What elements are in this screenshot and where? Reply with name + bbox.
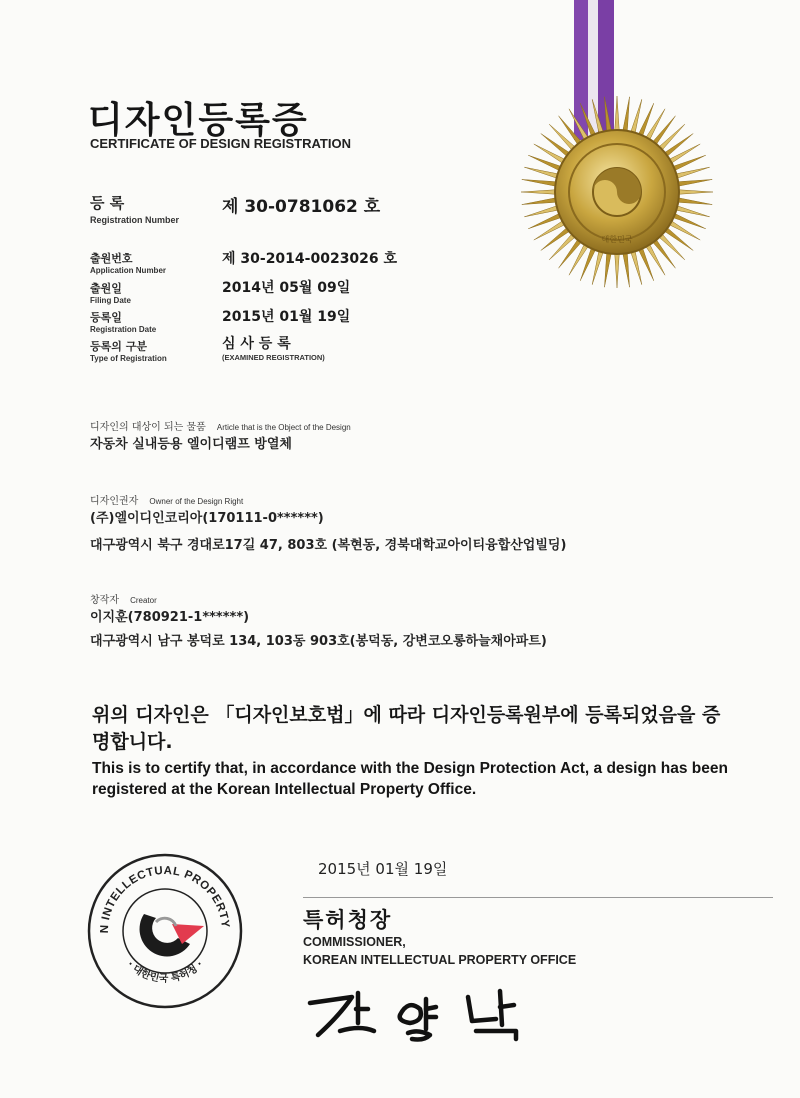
creator-label: 창작자 Creator — [90, 595, 157, 606]
medal-ray — [659, 234, 685, 260]
registration-type-value: 심 사 등 록 (EXAMINED REGISTRATION) — [222, 336, 325, 362]
medal-ray — [559, 116, 581, 144]
medal-ray — [592, 251, 603, 284]
signature-divider — [303, 897, 773, 898]
creator-address: 대구광역시 남구 봉덕로 134, 103동 903호(봉덕동, 강변코오롱하늘채아파트) — [90, 634, 547, 649]
kipo-seal-icon — [86, 852, 244, 1010]
medal-ray — [549, 234, 575, 260]
medal-ray — [623, 253, 630, 287]
medal-ray — [521, 190, 555, 194]
medal-inner-text: 대한민국 — [601, 235, 633, 244]
medal-ray — [659, 124, 685, 150]
certificate-title-en: CERTIFICATE OF DESIGN REGISTRATION — [90, 136, 351, 151]
medal-ray — [592, 99, 603, 132]
medal-ray — [522, 179, 556, 186]
medal-ray — [522, 198, 556, 205]
medal-ray — [665, 134, 693, 156]
medal-ray — [653, 240, 675, 268]
registration-date-value: 2015년 01월 19일 — [222, 309, 351, 325]
medal-ray — [678, 179, 712, 186]
medal-ray — [549, 124, 575, 150]
medal-ray — [615, 96, 619, 130]
issue-date: 2015년 01월 19일 — [318, 860, 448, 878]
medal-ray — [676, 167, 709, 178]
owner-name: (주)엘이디인코리아(170111-0******) — [90, 511, 324, 526]
owner-address: 대구광역시 북구 경대로17길 47, 803호 (복현동, 경북대학교아이티융합산업빌딩) — [90, 538, 567, 553]
medal-ray — [559, 240, 581, 268]
registration-number-label: 등 록 Registration Number — [90, 194, 180, 225]
seal-outer-text: N INTELLECTUAL PROPERTY — [98, 864, 232, 934]
application-number-label: 출원번호 Application Number — [90, 252, 167, 275]
certificate-title-ko: 디자인등록증 — [88, 100, 309, 141]
medal-ray — [541, 134, 569, 156]
article-value: 자동차 실내등용 엘이디램프 방열체 — [90, 437, 292, 452]
medal-ray — [541, 228, 569, 250]
medal-ray — [524, 167, 557, 178]
commissioner-title-en: COMMISSIONER, — [303, 935, 406, 949]
creator-name: 이지훈(780921-1******) — [90, 610, 250, 625]
medal-ray — [665, 228, 693, 250]
medal-ray — [679, 190, 713, 194]
medal-ray — [623, 97, 630, 131]
medal-ray — [524, 206, 557, 217]
owner-label: 디자인권자 Owner of the Design Right — [90, 496, 244, 507]
commissioner-title-ko: 특허청장 — [303, 908, 393, 932]
registration-number-value: 제 30-0781062 호 — [222, 197, 381, 217]
medal-ray — [678, 198, 712, 205]
medal-ray — [631, 99, 642, 132]
certification-text-ko: 위의 디자인은 「디자인보호법」에 따라 디자인등록원부에 등록되었음을 증명합니다. — [92, 704, 721, 753]
commissioner-signature — [300, 985, 540, 1045]
medal-ray — [631, 251, 642, 284]
seal-inner-text: · 대한민국 특허청 · — [124, 959, 206, 985]
registration-date-label: 등록일 Registration Date — [90, 311, 157, 334]
medal-ray — [676, 206, 709, 217]
medal-ray — [604, 253, 611, 287]
filing-date-label: 출원일 Filing Date — [90, 282, 131, 305]
gold-taegeuk-medal-icon — [517, 92, 717, 292]
certification-text-en: This is to certify that, in accordance with the Design Protection Act, a design has been registered at the Korean Intellectual Property Office. — [92, 760, 728, 798]
medal-ray — [604, 97, 611, 131]
registration-type-label: 등록의 구분 Type of Registration — [90, 340, 167, 363]
medal-ray — [653, 116, 675, 144]
commissioner-office-en: KOREAN INTELLECTUAL PROPERTY OFFICE — [303, 953, 577, 967]
medal-ray — [615, 254, 619, 288]
article-label: 디자인의 대상이 되는 물품 Article that is the Object of the Design — [90, 422, 351, 433]
filing-date-value: 2014년 05월 09일 — [222, 280, 351, 296]
application-number-value: 제 30-2014-0023026 호 — [222, 251, 398, 267]
